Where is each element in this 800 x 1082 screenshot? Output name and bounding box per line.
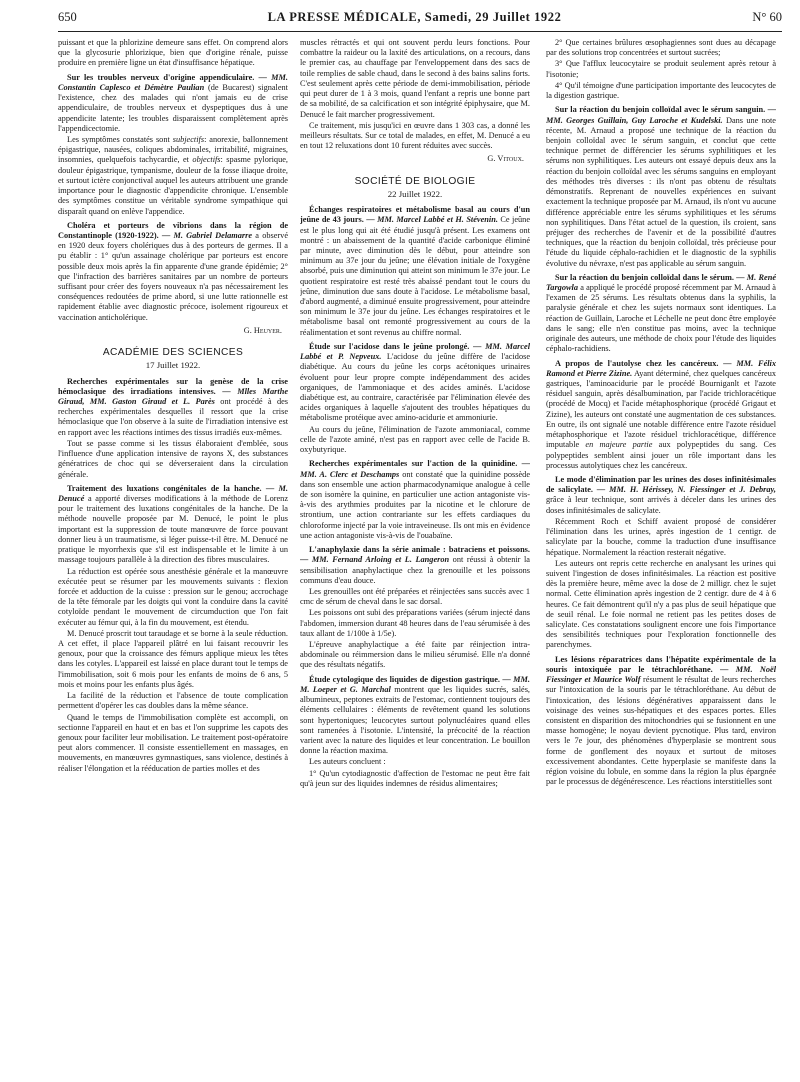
article-title: Recherches expérimentales sur la genèse de la crise hémoclasique des irradiations intensives. [58, 376, 288, 396]
emphasis: en majeure partie [585, 440, 653, 450]
paragraph: puissant et que la phlorizine demeure sans effet. On comprend alors que la glycosurie phlorizique, bien que d'origine rénale, puisse produire en première ligne un état d'insuffisance hépatique. [58, 38, 288, 68]
article-text: ont constaté que la quinidine possède dans son ensemble une action pharmacodynamique analogue à celle de son isomère la quinine, en particulier une action antagoniste vis-à-vis des arythmies produites par la nicotine et le chlorure de strontium, une action contrariante sur les effets cardiaques du chloroforme injecté par la voie intraveineuse. Ils ont mis en évidence une action antagoniste vis-à-vis de l'ouabaïne. [300, 469, 530, 540]
article-text: Ce jeûne est le plus long qui ait été étudié jusqu'à présent. Les examens ont montré : un abaissement de la quantité d'acide carbonique éliminé par minute, avec diminution dès le début, pour atteindre son minimum au 37e jour du jeûne; une élévation initiale de l'oxygène absorbé, puis une diminution qui atteint son minimum le 37e jour. Le quotient respiratoire est resté très abaissé pendant tout le cours du jeûne, diminution due sans doute à l'acidose. Le métabolisme basal, d'abord augmenté, a diminué ensuite progressivement, pour atteindre son minimum le 37e jour du jeûne. Les échanges respiratoires et le métabolisme basal ont remonté progressivement au cours de la réalimentation et sont revenus au chiffre normal. [300, 215, 530, 337]
column-2 [300, 38, 530, 1072]
article-authors: — MM. Georges Guillain, Guy Laroche et Kudelski. [546, 105, 776, 125]
column-1 [58, 38, 288, 1072]
article-anaphylaxie [300, 545, 530, 586]
issue-number: N° 60 [752, 10, 782, 24]
article-hepatite [546, 655, 776, 788]
text-run: : spasme pylorique, douleur épigastrique, tympanisme, douleur de la fosse iliaque droite, et surtout ictère conjonctival auquel les auteurs attribuent une grande importance pour le diagnostic d'appendicite chronique. L'ensemble des symptômes constitue un véritable syndrome sympathique qui disparaît quand on enlève l'appendice. [58, 155, 288, 216]
article-luxations [58, 484, 288, 566]
paragraph: Quand le temps de l'immobilisation complète est accompli, on sectionne l'appareil en haut et en bas et l'on supprime les capots des genoux pour faciliter leur mobilisation. Le traitement post-opératoire peut alors commencer. Il consiste essentiellement en massages, en mouvements, en manœuvres gymnastiques, sans violence, destinés à réaliser l'élongation et la rééducation de parties molles et des [58, 712, 288, 773]
paragraph: Au cours du jeûne, l'élimination de l'azote ammoniacal, comme celle de l'azote aminé, n'est pas en rapport avec celle de l'acide B. oxybutyrique. [300, 424, 530, 455]
article-text: (de Bucarest) signalent l'existence, chez des malades qui n'ont jamais eu de crise appendiculaire, de troubles nerveux et dyspeptiques dus à une appendicite latente; les troubles disparaissent complètement après l'appendicectomie. [58, 82, 288, 133]
article-cytologie-gastrique [300, 675, 530, 757]
article-title: Le mode d'élimination par les urines des doses infinitésimales de salicylate. [546, 474, 776, 495]
article-authors: — MM. Noël Fiessinger et Maurice Wolf [546, 664, 776, 685]
paragraph: La réduction est opérée sous anesthésie générale et la manœuvre exécutée peut se résumer par les mouvements suivants : flexion forcée et adduction de la cuisse : pression sur le genou; accrochage de la tête fémorale par les doigts qui vont la conduire dans la cavité cotyloïde pendant le mouvement de circumduction que l'on fait exécuter au fémur qui, à la fin du mouvement, est étendu. [58, 566, 288, 627]
paragraph: 1° Qu'un cytodiagnostic d'affection de l'estomac ne peut être fait qu'à jeun sur des liquides indemnes de résidus alimentaires; [300, 768, 530, 788]
article-title: Sur la réaction du benjoin colloïdal avec le sérum sanguin. [555, 105, 766, 115]
article-quinidine [300, 459, 530, 541]
paragraph: 4° Qu'il témoigne d'une participation importante des leucocytes de la digestion gastrique. [546, 80, 776, 101]
signature: G. Heuyer. [243, 325, 282, 335]
emphasis: objectifs [192, 155, 221, 165]
paragraph: Tout se passe comme si les tissus élaboraient d'emblée, sous l'influence d'une application intensive de rayons X, des substances génératrices de choc qui se déverseraient dans la circulation générale. [58, 438, 288, 479]
text-run: Les symptômes constatés sont [67, 134, 170, 144]
paragraph: Les auteurs ont repris cette recherche en analysant les urines qui suivent l'ingestion de doses infinitésimales. La réaction est positive dès la première heure, même avec la dose de 2 milligr. chez le sujet normal. Cette élimination après ingestion de 2 centigr. dure de 4 à 6 heures. Ce fait démontrent qu'il n'y a pas plus de seuil hépatique que de seuil rénal. Le foie normal ne retient pas les petites doses de salicylate. Ces constatations soulignent encore une fois l'importance des sensibilités techniques pour l'exploration fonctionnelle des parenchymes. [546, 558, 776, 650]
article-authors: — MM. Félix Ramond et Pierre Zizine. [546, 358, 776, 378]
section-date: 17 Juillet 1922. [145, 360, 201, 371]
article-authors: — M. Denucé [58, 483, 288, 503]
paragraph [58, 135, 288, 217]
article-text: Ayant déterminé, chez quelques cancéreux gastriques, l'aminoacidurie par le procédé Bourniganlt et l'azote résiduel sanguin, après désalbumination, par l'acide trichloracétique (procédé de Mocq) et l'acide métaphosphorique (procédé Grigaut et Zizine), les auteurs ont constaté une augmentation de ces substances. En outre, ils ont signalé une notable différence entre l'azote résiduel métaphosphorique et l'azote résiduel trichloracétique, différence imputable [546, 368, 776, 450]
text-run: : anorexie, ballonnement épigastrique, nausées, coliques abdominales, irritabilité, migraines, insomnies, quelquefois tachycardie, et [58, 134, 288, 165]
paragraph: La facilité de la réduction et l'absence de toute complication permettent d'opérer les cas doubles dans la même séance. [58, 691, 288, 711]
page-header [58, 10, 782, 28]
article-text: L'acidose du jeûne diffère de l'acidose diabétique. Au cours du jeûne les corps acétoniques urinaires évoluent pour leur propre compte indépendamment des acides organiques, de l'ammoniaque et des acides aminés. L'acidose diabétique est, au contraire, caractérisée par l'élimination élevée des acides organiques à laquelle s'ajoutent des troubles hépatiques du métabolisme protéique avec amino-acidurie et ammoniurie. [300, 352, 530, 423]
article-text: résument le résultat de leurs recherches sur l'intoxication de la souris par le tétrachloréthane. Au début de l'intoxication, des lésions dégénératives apparaissent dans le voisinage des veines sus-hépatiques et des espaces portes. Elles consistent en disparition des mitochondries qui se fusionnent en une masse homogène; le noyau devient pycnotique. Plus tard, environ vers le 7e jour, des phénomènes d'hyperplasie se montrent sous forme de gonflement des noyaux et surtout de mitoses excessivement abondantes. Cette hyperplasie se manifeste dans la région voisine du lobule, en somme dans la région la plus épargnée par le processus de dégénérescence. Les réactions interstitielles sont [546, 675, 776, 787]
paragraph: 3° Que l'afflux leucocytaire se produit seulement après retour à l'isotonie; [546, 59, 776, 79]
header-rule [58, 31, 782, 32]
article-title: Sur la réaction du benjoin colloïdal dans le sérum. [555, 272, 734, 282]
article-title: Les lésions réparatrices dans l'hépatite expérimentale de la souris intoxiquée par le tétrachloréthane. [546, 654, 776, 674]
article-title: Sur les troubles nerveux d'origine appendiculaire. [67, 72, 255, 82]
article-authors: — Mlles Marthe Giraud, MM. Gaston Giraud et L. Parès [58, 386, 288, 406]
article-text: ont réussi à obtenir la sensibilisation anaphylactique chez la grenouille et les poissons communs d'eau douce. [300, 555, 530, 585]
paragraph: L'épreuve anaphylactique a été faite par réinjection intra-abdominale ou réimmersion dans le milieu sérumisé. Elle n'a donné que des résultats négatifs. [300, 640, 530, 670]
article-title: A propos de l'autolyse chez les cancéreux. [555, 358, 719, 368]
article-authors: — MM. A. Clerc et Deschamps [300, 459, 530, 479]
article-title: Étude cytologique des liquides de digestion gastrique. [309, 674, 500, 684]
paragraph: Les grenouilles ont été préparées et réinjectées sans succès avec 1 cmc de sérum de cheval dans le sac dorsal. [300, 586, 530, 607]
article-authors: — M. Gabriel Delamarre [161, 230, 253, 240]
article-authors: — MM. Constantin Caplesco et Démètre Paulian [58, 72, 288, 92]
article-benjoin-serum [546, 105, 776, 269]
section-date: 22 Juillet 1922. [387, 188, 443, 199]
paragraph: Ce traitement, mis jusqu'ici en œuvre dans 1 303 cas, a donné les meilleurs résultats. Sur ce total de malades, en effet, M. Denucé a eu en tout 12 reluxations dont 10 furent réduites avec succès. [300, 120, 530, 151]
section-heading: ACADÉMIE DES SCIENCES [102, 347, 244, 359]
paragraph: Les auteurs concluent : [309, 757, 386, 767]
article-text: a appliqué le procédé proposé récemment par M. Arnaud à l'examen de 25 sérums. Les résultats obtenus dans la syphilis, la paralysie générale et chez les sujets normaux sont identiques. La réaction de Guillain, Laroche et Léchelle ne peut donc être employée dans le sang; elle n'en constitue pas moins, avec la technique originale des auteurs, une méthode de choix pour l'étude des liquides céphalo-rachidiens. [546, 283, 776, 354]
article-echanges-respiratoires [300, 205, 530, 338]
article-cholera [58, 221, 288, 323]
article-title: Traitement des luxations congénitales de la hanche. [67, 483, 262, 493]
article-title: Étude sur l'acidose dans le jeûne prolongé. [309, 341, 470, 351]
journal-title: LA PRESSE MÉDICALE, Samedi, 29 Juillet 1922 [267, 10, 562, 24]
article-title: Choléra et porteurs de vibrions dans la région de Constantinople (1920-1922). [58, 220, 288, 240]
article-text: aux polypeptides du sang. Ces polypeptides semblent ainsi jouer un rôle important dans les processus autolytiques chez les cancéreux. [546, 440, 776, 470]
signature: G. Vitoux. [487, 154, 524, 164]
column-3 [546, 38, 776, 1072]
paragraph: muscles rétractés et qui ont souvent perdu leurs fonctions. Pour combattre la raideur ou la laxité des articulations, on a recours, dans le premier cas, au chauffage par l'enveloppement dans des sacs de toile remplies de sable chaud, dans le second à des bains salins forts. C'est seulement après cette période de demi-immobilisation, période qui peut durer de 1 à 3 mois, quand l'enfant a repris une bonne part de sa mobilité, de sa calcification et son intégrité épiphysaire, que M. Denucé le fait marcher progressivement. [300, 38, 530, 119]
article-acidose [300, 342, 530, 424]
article-salicylate [546, 475, 776, 516]
article-authors: — MM. Marcel Labbé et P. Nepveux. [300, 341, 530, 362]
paragraph: 2° Que certaines brûlures œsophagiennes sont dues au décapage par des solutions trop concentrées et surtout sucrées; [546, 38, 776, 58]
article-text: grâce à leur technique, sont arrivés à déceler dans les urines des doses infinitésimales de salicylate. [546, 495, 776, 515]
article-glycosurie-appendicite [58, 73, 288, 134]
article-crise-hemoclasique [58, 377, 288, 438]
article-text: montrent que les liquides sucrés, salés, albumineux, peptones extraits de l'estomac, contiennent toujours des éléments cellulaires : éléments de revêtement quand les solutions sont hypertoniques; leucocytes surtout polynucléaires quand elles sont ramenées à l'isotonie. L'intensité, la précocité de la réaction varient avec la nature des liquides et leur concentration. Le bouillon donne la réaction maxima. [300, 684, 530, 756]
paragraph: M. Denucé proscrit tout taraudage et se borne à la seule réduction. A cet effet, il place l'appareil plâtré en lui faisant recouvrir les genoux, pour que la croissance des fémurs applique mieux les têtes dans les cotyles. L'appareil est laissé en place durant tout le temps de l'immobilisation, soit 6 mois pour les enfants de moins de 6 ans, 5 mois et moins pour les enfants plus âgés. [58, 628, 288, 689]
article-title: Recherches expérimentales sur l'action de la quinidine. [309, 459, 518, 469]
article-authors: — M. René Targowla [546, 272, 776, 293]
article-authors: — MM. Marcel Labbé et H. Stévenin. [366, 215, 498, 225]
article-title: Échanges respiratoires et métabolisme basal au cours d'un jeûne de 43 jours. [300, 205, 530, 225]
article-authors: — MM. Fernand Arloing et L. Langeron [300, 555, 450, 565]
paragraph: Les poissons ont subi des préparations variées (sérum injecté dans l'abdomen, immersion durant 48 heures dans de l'eau sérumisée à des taux allant de 1/100e à 1/5e). [300, 608, 530, 638]
emphasis: subjectifs [172, 134, 205, 144]
article-autolyse [546, 359, 776, 471]
article-benjoin-targowla [546, 273, 776, 355]
article-authors: — MM. M. Loeper et G. Marchal [300, 674, 530, 694]
paragraph: Récemment Roch et Schiff avaient proposé de considérer l'élimination dans les urines, après ingestion de 1 centigr. de salicylate par la bouche, comme la traduction d'une insuffisance hépatique. Normalement la réaction resterait négative. [546, 516, 776, 557]
article-text: ont procédé à des recherches expérimentales desquelles il ressort que la crise hémoclasique que l'on observe à la suite de l'irradiation intensive est en rapport avec les réactions intimes des tissus irradiés eux-mêmes. [58, 397, 288, 437]
article-authors: — MM. H. Hérissey, N. Fiessinger et J. Debray, [596, 485, 776, 495]
article-text: a apporté diverses modifications à la méthode de Lorenz pour le traitement des luxations congénitales de la hanche. De la méthode nouvelle proposée par M. Denucé, le point le plus important est la suppression de toute manœuvre de force pouvant donner lieu à un traumatisme, si léger puisse-t-il être. M. Denucé ne pratique le myorrhexis que s'il est indispensable et le limite à un massage toujours parallèle à la direction des fibres musculaires. [58, 493, 288, 565]
page-number: 650 [58, 10, 77, 24]
article-title: L'anaphylaxie dans la série animale : batraciens et poissons. [309, 545, 530, 555]
article-text: Dans une note récente, M. Arnaud a proposé une technique de la réaction du benjoin colloïdal avec le sérum sanguin, et conclut que cette technique permet de différencier les sérums syphilitiques et les sérums non syphilitiques. Les auteurs ont essayé depuis deux ans la réaction du benjoin colloïdal avec les sérums sanguins en employant des méthodes très diverses : ils n'ont pas obtenu de résultats démonstratifs. Reprenant de nouvelles expériences en suivant exactement la technique proposée par M. Arnaud, ils n'ont vu aucune différence appréciable entre les sérums syphilitiques et les sérums non syphilitiques. Dans l'état actuel de la question, ils croient, sans préjuger des recherches de l'avenir et de la possibilité d'autres techniques, que la réaction du benjoin colloïdal, très précieuse pour l'étude du liquide céphalo-rachidien et le diagnostic de la syphilis évolutive du névraxe, n'est pas applicable au sérum sanguin. [546, 115, 776, 268]
section-heading: SOCIÉTÉ DE BIOLOGIE [354, 175, 476, 187]
article-text: a observé en 1920 deux foyers cholériques dus à des porteurs de germes. Il a pu établir : 1° qu'un assainage cholérique par porteurs est encore possible deux mois après la fin apparente d'une grande épidémie; 2° que l'infraction des barrières sanitaires par un nombre de porteurs suffisant pour créer des foyers nouveaux n'a pas nécessairement les conséquences redoutées de prime abord, si une lutte rationnelle est rapidement établie avec diagnostic précoce, isolement rigoureux et vaccination anticholérique. [58, 230, 288, 322]
